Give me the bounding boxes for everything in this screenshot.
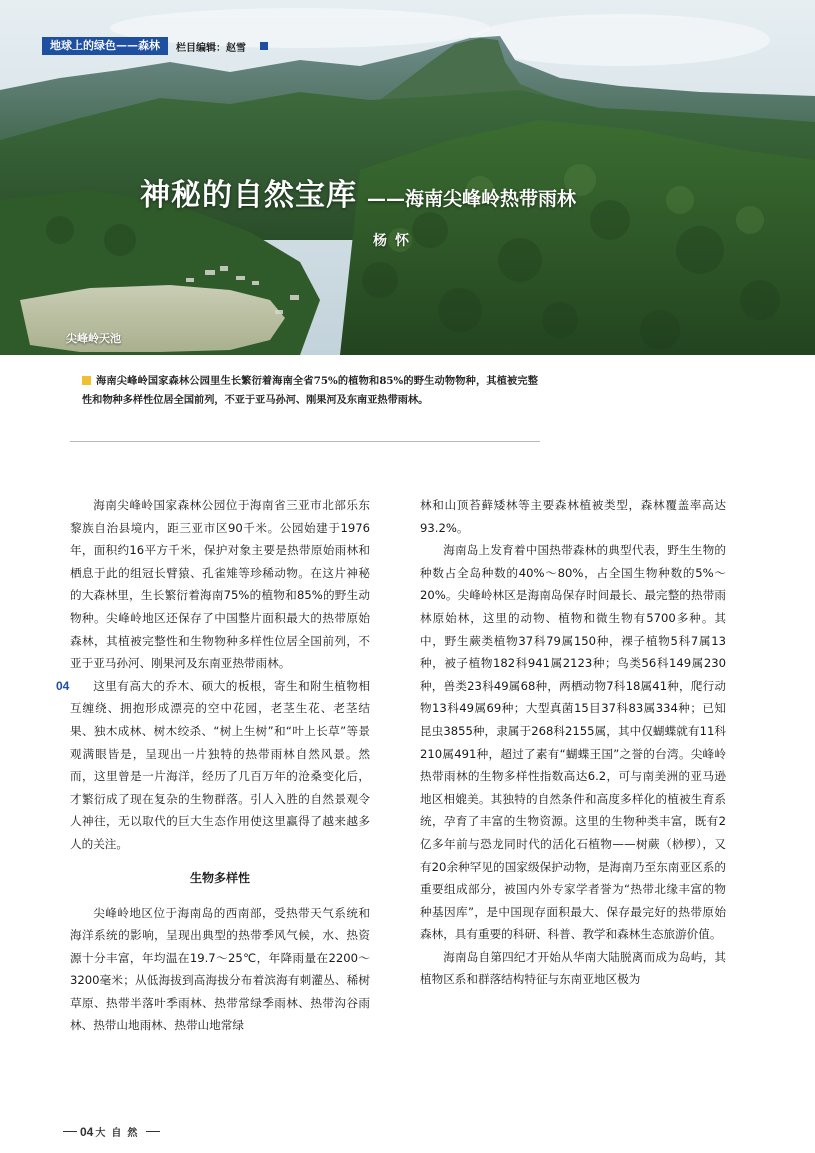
summary-text: 海南尖峰岭国家森林公园里生长繁衍着海南全省75%的植物和85%的野生动物物种，其植被完整性和物种多样性位居全国前列，不亚于亚马孙河、刚果河及东南亚热带雨林。 [82, 375, 538, 406]
magazine-name: 大自然 [95, 1128, 144, 1139]
blue-square-icon [260, 42, 268, 50]
right-column [420, 494, 726, 991]
paragraph-5: 海南岛自第四纪才开始从华南大陆脱离而成为岛屿，其植物区系和群落结构特征与东南亚地区极为 [420, 949, 726, 987]
summary-box [70, 367, 540, 442]
hero-photo [0, 0, 815, 355]
left-column [56, 494, 370, 1037]
footer-dash [63, 1131, 77, 1132]
paragraph-4: 海南岛上发育着中国热带森林的典型代表，野生生物的种数占全岛种数的40%～80%，占全国生物种数的5%～20%。尖峰岭林区是海南岛保存时间最长、最完整的热带雨林原始林，这里的动物、植物和微生物有5700多种。其中，野生蕨类植物37科79属150种，裸子植物5科7属13种，被子植物182科941属2123种；鸟类56科149属230种，兽类23科49属68种，两栖动物7科18属41种，爬行动物13科49属69种；大型真菌15目37科83属334种；已知昆虫3855种，隶属于268科2155属，其中仅蝴蝶就有11科210属491种，超过了素有“蝴蝶王国”之誉的台湾。尖峰岭热带雨林的生物多样性指数高达6.2，可与南美洲的亚马逊地区相媲美。其独特的自然条件和高度多样化的植被生育系统，孕育了丰富的生物资源。这里的生物种类丰富，既有2亿多年前与恐龙同时代的活化石植物——树蕨（桫椤），又有20余种罕见的国家级保护动物，是海南乃至东南亚区系的重要组成部分，被国内外专家学者誉为“热带北缘丰富的物种基因库”，是中国现存面积最大、保存最完好的热带原始森林，具有重要的科研、科普、教学和森林生态旅游价值。 [420, 543, 726, 942]
page-number: 04 [80, 1124, 94, 1139]
footer-dash [146, 1131, 160, 1132]
author: 杨怀 [373, 233, 417, 249]
photo-caption: 尖峰岭天池 [66, 332, 121, 345]
page-footer [60, 1124, 163, 1139]
paragraph-2: 这里有高大的乔木、硕大的板根，寄生和附生植物相互缠绕、拥抱形成漂亮的空中花园，老茎生花、老茎结果、独木成林、树木绞杀、“树上生树”和“叶上长草”等景观满眼皆是，呈现出一片独特的热带雨林自然风景。然而，这里曾是一片海洋，经历了几百万年的沧桑变化后，才繁衍成了现在复杂的生物群落。引人入胜的自然景观令人神往，无以取代的巨大生态作用使这里赢得了越来越多人的关注。 [70, 678, 370, 851]
section-heading: 生物多样性 [189, 870, 250, 885]
paragraph-3-continued: 林和山顶苔藓矮林等主要森林植被类型，森林覆盖率高达93.2%。 [420, 498, 726, 535]
column-editor: 栏目编辑：赵雪 [176, 42, 246, 54]
paragraph-1: 海南尖峰岭国家森林公园位于海南省三亚市北部乐东黎族自治县境内，距三亚市区90千米。公园始建于1976年，面积约16平方千米，保护对象主要是热带原始雨林和栖息于此的组冠长臂猿、孔雀雉等珍稀动物。在这片神秘的大森林里，生长繁衍着海南75%的植物和85%的野生动物种。尖峰岭地区还保存了中国整片面积最大的热带原始森林，其植被完整性和生物物种多样性位居全国前列，不亚于亚马孙河、刚果河及东南亚热带雨林。 [70, 498, 370, 671]
article-title [140, 170, 576, 214]
paragraph-3: 尖峰岭地区位于海南岛的西南部，受热带天气系统和海洋系统的影响，呈现出典型的热带季风气候，水、热资源十分丰富，年均温在19.7～25℃，年降雨量在2200～3200毫米；从低海拔到高海拔分布着滨海有刺灌丛、稀树草原、热带半落叶季雨林、热带常绿季雨林、热带沟谷雨林、热带山地雨林、热带山地常绿 [70, 905, 370, 1033]
column-section-label: 地球上的绿色——森林 [42, 37, 168, 55]
title-main: 神秘的自然宝库 [140, 178, 357, 213]
column-header [42, 37, 268, 55]
title-subtitle: ——海南尖峰岭热带雨林 [367, 188, 577, 210]
page-mark: 04 [56, 678, 70, 693]
